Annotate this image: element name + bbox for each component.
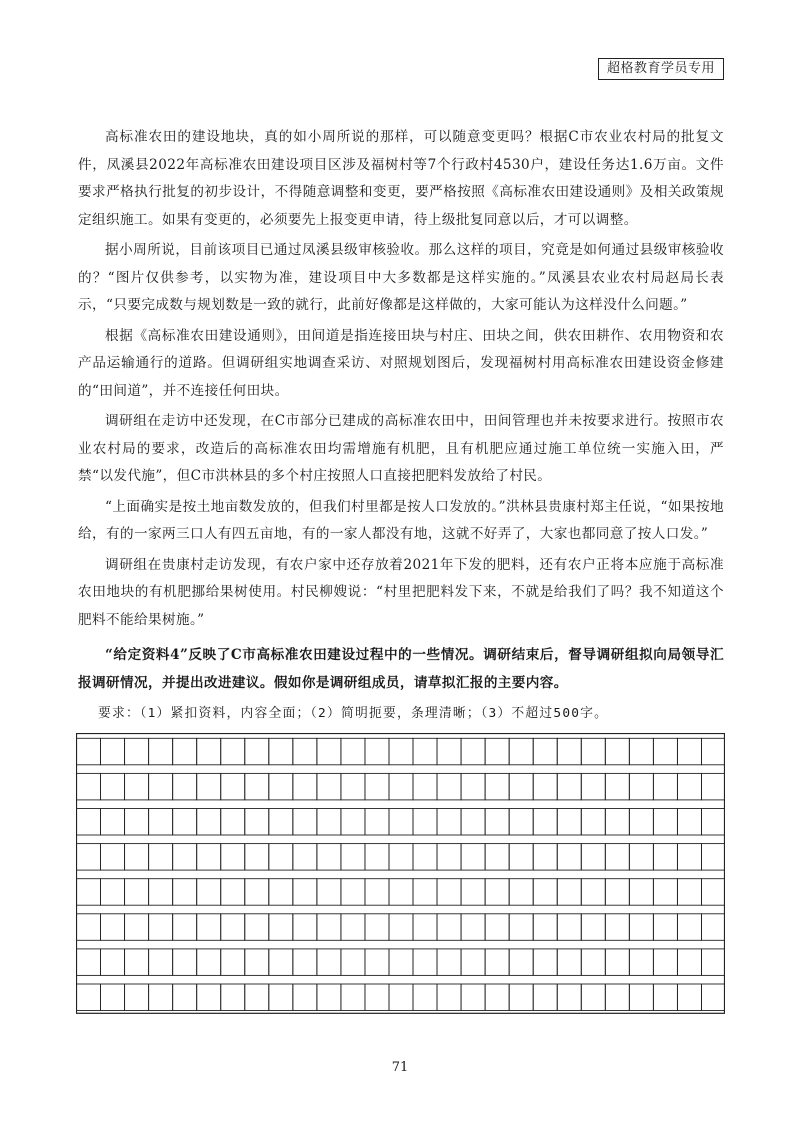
grid-cell[interactable] xyxy=(413,738,437,765)
grid-cell[interactable] xyxy=(245,879,269,906)
grid-cell[interactable] xyxy=(605,879,629,906)
grid-cell[interactable] xyxy=(125,984,149,1011)
grid-cell[interactable] xyxy=(581,809,605,836)
grid-cell[interactable] xyxy=(149,738,173,765)
grid-cell[interactable] xyxy=(269,809,293,836)
grid-cell[interactable] xyxy=(557,773,581,800)
grid-cell[interactable] xyxy=(101,949,125,976)
grid-cell[interactable] xyxy=(653,879,677,906)
grid-cell[interactable] xyxy=(245,809,269,836)
grid-cell[interactable] xyxy=(221,879,245,906)
grid-cell[interactable] xyxy=(149,809,173,836)
grid-cell[interactable] xyxy=(173,914,197,941)
grid-cell[interactable] xyxy=(461,738,485,765)
grid-cell[interactable] xyxy=(389,773,413,800)
grid-cell[interactable] xyxy=(461,879,485,906)
grid-cell[interactable] xyxy=(413,879,437,906)
grid-cell[interactable] xyxy=(365,738,389,765)
grid-cell[interactable] xyxy=(149,984,173,1011)
grid-cell[interactable] xyxy=(461,914,485,941)
grid-cell[interactable] xyxy=(413,949,437,976)
grid-cell[interactable] xyxy=(485,984,509,1011)
grid-cell[interactable] xyxy=(605,844,629,871)
grid-cell[interactable] xyxy=(269,844,293,871)
grid-cell[interactable] xyxy=(101,844,125,871)
grid-cell[interactable] xyxy=(677,844,701,871)
grid-cell[interactable] xyxy=(197,949,221,976)
grid-cell[interactable] xyxy=(245,914,269,941)
grid-cell[interactable] xyxy=(701,914,725,941)
paragraph: 调研组在走访中还发现，在C市部分已建成的高标准农田中，田间管理也并未按要求进行。按照市农业农村局的要求，改造后的高标准农田均需增施有机肥，且有机肥应通过施工单位统一实施入田，严禁“以发代施”，但C市洪林县的多个村庄按照人口直接把肥料发放给了村民。 xyxy=(78,413,724,484)
grid-cell[interactable] xyxy=(149,879,173,906)
grid-cell[interactable] xyxy=(701,949,725,976)
grid-cell[interactable] xyxy=(509,879,533,906)
grid-cell[interactable] xyxy=(389,738,413,765)
grid-cell[interactable] xyxy=(125,809,149,836)
grid-cell[interactable] xyxy=(557,879,581,906)
grid-cell[interactable] xyxy=(293,738,317,765)
grid-cell[interactable] xyxy=(77,984,101,1011)
grid-cell[interactable] xyxy=(77,773,101,800)
grid-cell[interactable] xyxy=(173,984,197,1011)
grid-cell[interactable] xyxy=(245,949,269,976)
grid-cell[interactable] xyxy=(653,914,677,941)
grid-cell[interactable] xyxy=(461,844,485,871)
grid-cell[interactable] xyxy=(317,879,341,906)
grid-cell[interactable] xyxy=(605,984,629,1011)
grid-cell[interactable] xyxy=(581,914,605,941)
grid-cell[interactable] xyxy=(317,738,341,765)
grid-cell[interactable] xyxy=(437,914,461,941)
grid-cell[interactable] xyxy=(341,844,365,871)
grid-cell[interactable] xyxy=(245,984,269,1011)
grid-cell[interactable] xyxy=(317,809,341,836)
grid-cell[interactable] xyxy=(317,844,341,871)
grid-cell[interactable] xyxy=(197,773,221,800)
grid-cell[interactable] xyxy=(221,844,245,871)
grid-cell[interactable] xyxy=(509,809,533,836)
grid-cell[interactable] xyxy=(581,879,605,906)
grid-cell[interactable] xyxy=(461,949,485,976)
grid-cell[interactable] xyxy=(629,949,653,976)
grid-cell[interactable] xyxy=(437,738,461,765)
grid-cell[interactable] xyxy=(125,879,149,906)
grid-cell[interactable] xyxy=(677,949,701,976)
grid-cell[interactable] xyxy=(365,844,389,871)
grid-cell[interactable] xyxy=(509,738,533,765)
grid-cell[interactable] xyxy=(485,949,509,976)
grid-cell[interactable] xyxy=(557,984,581,1011)
grid-cell[interactable] xyxy=(269,773,293,800)
grid-cell[interactable] xyxy=(605,809,629,836)
grid-cell[interactable] xyxy=(653,773,677,800)
grid-cell[interactable] xyxy=(389,879,413,906)
grid-cell[interactable] xyxy=(341,879,365,906)
grid-cell[interactable] xyxy=(173,879,197,906)
grid-cell[interactable] xyxy=(101,738,125,765)
grid-cell[interactable] xyxy=(533,879,557,906)
grid-cell[interactable] xyxy=(437,773,461,800)
grid-cell[interactable] xyxy=(437,949,461,976)
grid-cell[interactable] xyxy=(509,984,533,1011)
grid-cell[interactable] xyxy=(77,879,101,906)
grid-cell[interactable] xyxy=(581,738,605,765)
grid-cell[interactable] xyxy=(485,809,509,836)
grid-cell[interactable] xyxy=(197,809,221,836)
grid-cell[interactable] xyxy=(605,738,629,765)
grid-cell[interactable] xyxy=(149,844,173,871)
grid-cell[interactable] xyxy=(77,949,101,976)
grid-cell[interactable] xyxy=(605,914,629,941)
grid-cell[interactable] xyxy=(197,914,221,941)
grid-cell[interactable] xyxy=(365,984,389,1011)
grid-cell[interactable] xyxy=(365,949,389,976)
grid-cell[interactable] xyxy=(701,984,725,1011)
grid-cell[interactable] xyxy=(77,738,101,765)
grid-cell[interactable] xyxy=(533,738,557,765)
grid-cell[interactable] xyxy=(629,809,653,836)
grid-cell[interactable] xyxy=(413,984,437,1011)
grid-cell[interactable] xyxy=(677,773,701,800)
grid-cell[interactable] xyxy=(293,879,317,906)
grid-cell[interactable] xyxy=(677,809,701,836)
grid-cell[interactable] xyxy=(413,773,437,800)
grid-cell[interactable] xyxy=(629,879,653,906)
grid-cell[interactable] xyxy=(413,844,437,871)
paragraph: 高标准农田的建设地块，真的如小周所说的那样，可以随意变更吗？根据C市农业农村局的批复文件，凤溪县2022年高标准农田建设项目区涉及福树村等7个行政村4530户，建设任务达1.6万亩。文件要求严格执行批复的初步设计，不得随意调整和变更，要严格按照《高标准农田建设通则》及相关政策规定组织施工。如果有变更的，必须要先上报变更申请，待上级批复同意以后，才可以调整。 xyxy=(78,129,724,228)
grid-cell[interactable] xyxy=(581,773,605,800)
grid-cell[interactable] xyxy=(533,914,557,941)
grid-cell[interactable] xyxy=(101,809,125,836)
grid-cell[interactable] xyxy=(581,984,605,1011)
grid-cell[interactable] xyxy=(293,773,317,800)
grid-cell[interactable] xyxy=(437,879,461,906)
grid-cell[interactable] xyxy=(533,844,557,871)
grid-cell[interactable] xyxy=(125,844,149,871)
grid-cell[interactable] xyxy=(653,984,677,1011)
grid-cell[interactable] xyxy=(533,949,557,976)
grid-cell[interactable] xyxy=(317,773,341,800)
requirements-text: 要求：（1）紧扣资料，内容全面；（2）简明扼要，条理清晰；（3）不超过500字。 xyxy=(98,706,609,721)
grid-cell[interactable] xyxy=(605,773,629,800)
grid-cell[interactable] xyxy=(197,984,221,1011)
grid-cell[interactable] xyxy=(341,984,365,1011)
grid-cell[interactable] xyxy=(125,773,149,800)
grid-cell[interactable] xyxy=(173,809,197,836)
grid-cell[interactable] xyxy=(677,879,701,906)
grid-border xyxy=(77,734,725,1014)
grid-cell[interactable] xyxy=(149,773,173,800)
grid-cell[interactable] xyxy=(101,914,125,941)
grid-cell[interactable] xyxy=(677,914,701,941)
grid-cell[interactable] xyxy=(197,844,221,871)
grid-cell[interactable] xyxy=(677,738,701,765)
grid-cell[interactable] xyxy=(629,738,653,765)
grid-cell[interactable] xyxy=(293,949,317,976)
grid-cell[interactable] xyxy=(317,949,341,976)
grid-cell[interactable] xyxy=(461,773,485,800)
paragraph: 根据《高标准农田建设通则》，田间道是指连接田块与村庄、田块之间，供农田耕作、农用物资和农产品运输通行的道路。但调研组实地调查采访、对照规划图后，发现福树村用高标准农田建设资金修建的“田间道”，并不连接任何田块。 xyxy=(78,327,724,399)
grid-cell[interactable] xyxy=(77,844,101,871)
grid-cell[interactable] xyxy=(485,738,509,765)
grid-cell[interactable] xyxy=(701,773,725,800)
grid-cell[interactable] xyxy=(269,914,293,941)
grid-cell[interactable] xyxy=(341,949,365,976)
grid-cell[interactable] xyxy=(365,773,389,800)
grid-cell[interactable] xyxy=(653,844,677,871)
grid-cell[interactable] xyxy=(557,809,581,836)
grid-cell[interactable] xyxy=(365,809,389,836)
grid-cell[interactable] xyxy=(101,879,125,906)
grid-cell[interactable] xyxy=(509,949,533,976)
grid-cell[interactable] xyxy=(389,984,413,1011)
grid-cell[interactable] xyxy=(221,809,245,836)
grid-cell[interactable] xyxy=(173,844,197,871)
grid-cell[interactable] xyxy=(389,914,413,941)
grid-cell[interactable] xyxy=(413,914,437,941)
answer-grid[interactable] xyxy=(76,733,725,1014)
grid-cell[interactable] xyxy=(629,844,653,871)
grid-cell[interactable] xyxy=(173,738,197,765)
grid-cell[interactable] xyxy=(389,844,413,871)
grid-cell[interactable] xyxy=(557,914,581,941)
grid-cell[interactable] xyxy=(509,773,533,800)
grid-cell[interactable] xyxy=(269,984,293,1011)
grid-cell[interactable] xyxy=(293,984,317,1011)
grid-cell[interactable] xyxy=(125,949,149,976)
grid-cell[interactable] xyxy=(221,949,245,976)
paragraph: 调研组在贵康村走访发现，有农户家中还存放着2021年下发的肥料，还有农户正将本应施于高标准农田地块的有机肥挪给果树使用。村民柳嫂说：“村里把肥料发下来，不就是给我们了吗？我不知道这个肥料不能给果树施。” xyxy=(78,556,724,628)
grid-cell[interactable] xyxy=(341,809,365,836)
page-number: 71 xyxy=(391,1060,409,1075)
grid-cell[interactable] xyxy=(485,879,509,906)
grid-cell[interactable] xyxy=(389,949,413,976)
grid-cell[interactable] xyxy=(197,738,221,765)
grid-cell[interactable] xyxy=(245,773,269,800)
grid-cell[interactable] xyxy=(557,844,581,871)
grid-cell[interactable] xyxy=(221,738,245,765)
grid-cell[interactable] xyxy=(557,738,581,765)
grid-cell[interactable] xyxy=(653,949,677,976)
task-prompt: “给定资料4”反映了C市高标准农田建设过程中的一些情况。调研结束后，督导调研组拟向局领导汇报调研情况，并提出改进建议。假如你是调研组成员，请草拟汇报的主要内容。 xyxy=(78,647,724,691)
paragraph: 据小周所说，目前该项目已通过凤溪县级审核验收。那么这样的项目，究竟是如何通过县级审核验收的？“图片仅供参考，以实物为准，建设项目中大多数都是这样实施的。”凤溪县农业农村局赵局长表示，“只要完成数与规划数是一致的就行，此前好像都是这样做的，大家可能认为这样没什么问题。” xyxy=(78,242,724,313)
material-body xyxy=(78,124,724,725)
grid-cell[interactable] xyxy=(77,809,101,836)
grid-cell[interactable] xyxy=(461,809,485,836)
grid-cell[interactable] xyxy=(149,914,173,941)
grid-cell[interactable] xyxy=(341,914,365,941)
grid-cell[interactable] xyxy=(509,914,533,941)
grid-cell[interactable] xyxy=(341,773,365,800)
grid-cell[interactable] xyxy=(557,949,581,976)
grid-cell[interactable] xyxy=(125,738,149,765)
grid-cell[interactable] xyxy=(173,949,197,976)
student-only-label: 超格教育学员专用 xyxy=(598,58,724,80)
grid-cell[interactable] xyxy=(101,773,125,800)
grid-cell[interactable] xyxy=(269,949,293,976)
grid-cell[interactable] xyxy=(437,844,461,871)
grid-cell[interactable] xyxy=(293,914,317,941)
grid-cell[interactable] xyxy=(533,809,557,836)
grid-cell[interactable] xyxy=(173,773,197,800)
grid-cell[interactable] xyxy=(485,844,509,871)
grid-cell[interactable] xyxy=(125,914,149,941)
grid-cell[interactable] xyxy=(653,809,677,836)
grid-cell[interactable] xyxy=(677,984,701,1011)
grid-cell[interactable] xyxy=(629,773,653,800)
grid-cell[interactable] xyxy=(701,844,725,871)
grid-cell[interactable] xyxy=(413,809,437,836)
grid-cell[interactable] xyxy=(461,984,485,1011)
grid-cell[interactable] xyxy=(389,809,413,836)
grid-cell[interactable] xyxy=(221,984,245,1011)
grid-cell[interactable] xyxy=(197,879,221,906)
grid-cell[interactable] xyxy=(629,914,653,941)
grid-cell[interactable] xyxy=(701,738,725,765)
grid-cell[interactable] xyxy=(101,984,125,1011)
grid-cell[interactable] xyxy=(365,879,389,906)
grid-cell[interactable] xyxy=(485,773,509,800)
grid-cell[interactable] xyxy=(293,844,317,871)
grid-cell[interactable] xyxy=(629,984,653,1011)
grid-cell[interactable] xyxy=(605,949,629,976)
grid-cell[interactable] xyxy=(533,773,557,800)
grid-cell[interactable] xyxy=(701,879,725,906)
grid-cell[interactable] xyxy=(653,738,677,765)
grid-cell[interactable] xyxy=(317,914,341,941)
grid-cell[interactable] xyxy=(245,844,269,871)
grid-cell[interactable] xyxy=(437,809,461,836)
grid-cell[interactable] xyxy=(701,809,725,836)
grid-cell[interactable] xyxy=(581,949,605,976)
grid-cell[interactable] xyxy=(317,984,341,1011)
grid-cell[interactable] xyxy=(341,738,365,765)
grid-cell[interactable] xyxy=(365,914,389,941)
grid-cell[interactable] xyxy=(437,984,461,1011)
grid-cell[interactable] xyxy=(581,844,605,871)
grid-cell[interactable] xyxy=(485,914,509,941)
grid-cell[interactable] xyxy=(149,949,173,976)
grid-cell[interactable] xyxy=(509,844,533,871)
grid-cell[interactable] xyxy=(77,914,101,941)
paragraph: “上面确实是按土地亩数发放的，但我们村里都是按人口发放的。”洪林县贵康村郑主任说，“如果按地给，有的一家两三口人有四五亩地，有的一家人都没有地，这就不好弄了，大家也都同意了按人口发。” xyxy=(78,498,724,542)
grid-cell[interactable] xyxy=(221,773,245,800)
grid-cell[interactable] xyxy=(269,738,293,765)
grid-cell[interactable] xyxy=(221,914,245,941)
grid-cell[interactable] xyxy=(269,879,293,906)
grid-cell[interactable] xyxy=(293,809,317,836)
grid-cell[interactable] xyxy=(533,984,557,1011)
grid-cell[interactable] xyxy=(245,738,269,765)
